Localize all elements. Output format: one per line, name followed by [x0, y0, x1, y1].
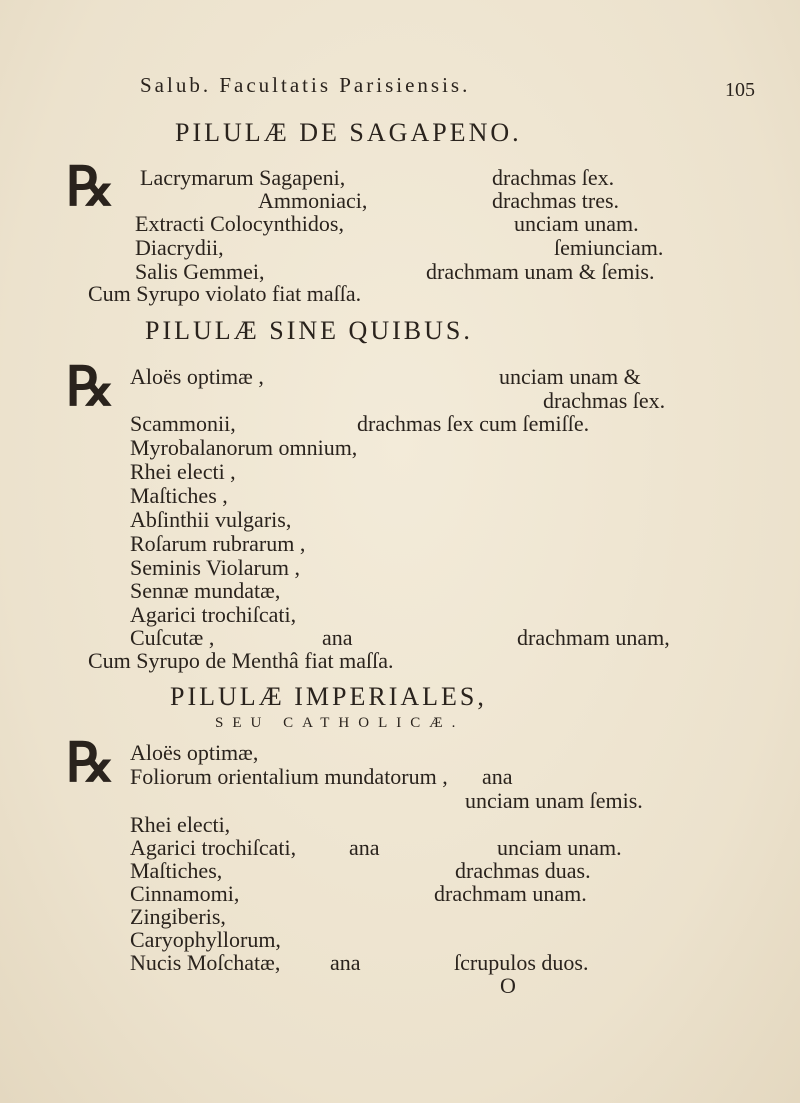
- ingredient-line: Caryophyllorum,: [130, 927, 281, 952]
- recipe-rx-symbol: ℞: [66, 733, 115, 793]
- ingredient-line: Maſtiches ,: [130, 483, 228, 508]
- quantity-line: drachmam unam,: [517, 625, 670, 650]
- catchword: O: [500, 973, 516, 998]
- quantity-line: unciam unam.: [514, 211, 639, 236]
- quantity-line: unciam unam &: [499, 364, 641, 389]
- ingredient-line: Scammonii,: [130, 411, 236, 436]
- ingredient-line: Salis Gemmei,: [135, 259, 265, 284]
- section-title-imperiales: PILULÆ IMPERIALES,: [170, 682, 487, 711]
- ingredient-line: Aloës optimæ,: [130, 740, 259, 765]
- ingredient-line: Agarici trochiſcati,: [130, 835, 297, 860]
- quantity-line: drachmam unam.: [434, 881, 587, 906]
- ingredient-line: Diacrydii,: [135, 235, 224, 260]
- instruction-line: Cum Syrupo de Menthâ fiat maſſa.: [88, 648, 394, 673]
- ingredient-line: Roſarum rubrarum ,: [130, 531, 306, 556]
- quantity-line: unciam unam.: [497, 835, 622, 860]
- ana-connector: ana: [482, 764, 513, 789]
- quantity-line: drachmas tres.: [492, 188, 620, 213]
- recipe-rx-symbol: ℞: [66, 157, 115, 217]
- ingredient-line: Cinnamomi,: [130, 881, 240, 906]
- ingredient-line: Maſtiches,: [130, 858, 223, 883]
- ingredient-line: Rhei electi ,: [130, 459, 236, 484]
- ingredient-line: Ammoniaci,: [258, 188, 368, 213]
- ingredient-line: Myrobalanorum omnium,: [130, 435, 358, 460]
- ana-connector: ana: [349, 835, 380, 860]
- ingredient-line: Aloës optimæ ,: [130, 364, 264, 389]
- ingredient-line: Nucis Moſchatæ,: [130, 950, 281, 975]
- running-head: Salub. Facultatis Parisiensis.: [140, 73, 471, 97]
- quantity-line: drachmas duas.: [455, 858, 591, 883]
- quantity-line: ſcrupulos duos.: [454, 950, 589, 975]
- section-title-sagapeno: PILULÆ DE SAGAPENO.: [175, 118, 522, 147]
- quantity-line: drachmam unam & ſemis.: [426, 259, 655, 284]
- quantity-line: ſemiunciam.: [554, 235, 664, 260]
- ingredient-line: Cuſcutæ ,: [130, 625, 215, 650]
- ingredient-line: Lacrymarum Sagapeni,: [140, 165, 346, 190]
- quantity-line: drachmas ſex cum ſemiſſe.: [357, 411, 590, 436]
- ingredient-line: Extracti Colocynthidos,: [135, 211, 344, 236]
- quantity-line: drachmas ſex.: [543, 388, 666, 413]
- ingredient-line: Zingiberis,: [130, 904, 226, 929]
- ingredient-line: Rhei electi,: [130, 812, 231, 837]
- ana-connector: ana: [330, 950, 361, 975]
- ingredient-line: Abſinthii vulgaris,: [130, 507, 292, 532]
- section-title-sine-quibus: PILULÆ SINE QUIBUS.: [145, 316, 473, 345]
- quantity-line: unciam unam ſemis.: [465, 788, 643, 813]
- ingredient-line: Agarici trochiſcati,: [130, 602, 297, 627]
- quantity-line: drachmas ſex.: [492, 165, 615, 190]
- ana-connector: ana: [322, 625, 353, 650]
- ingredient-line: Seminis Violarum ,: [130, 555, 300, 580]
- section-subtitle: SEU CATHOLICÆ.: [215, 715, 465, 731]
- ingredient-line: Sennæ mundatæ,: [130, 578, 281, 603]
- recipe-rx-symbol: ℞: [66, 357, 115, 417]
- page-number: 105: [725, 79, 755, 101]
- ingredient-line: Foliorum orientalium mundatorum ,: [130, 764, 448, 789]
- instruction-line: Cum Syrupo violato fiat maſſa.: [88, 281, 362, 306]
